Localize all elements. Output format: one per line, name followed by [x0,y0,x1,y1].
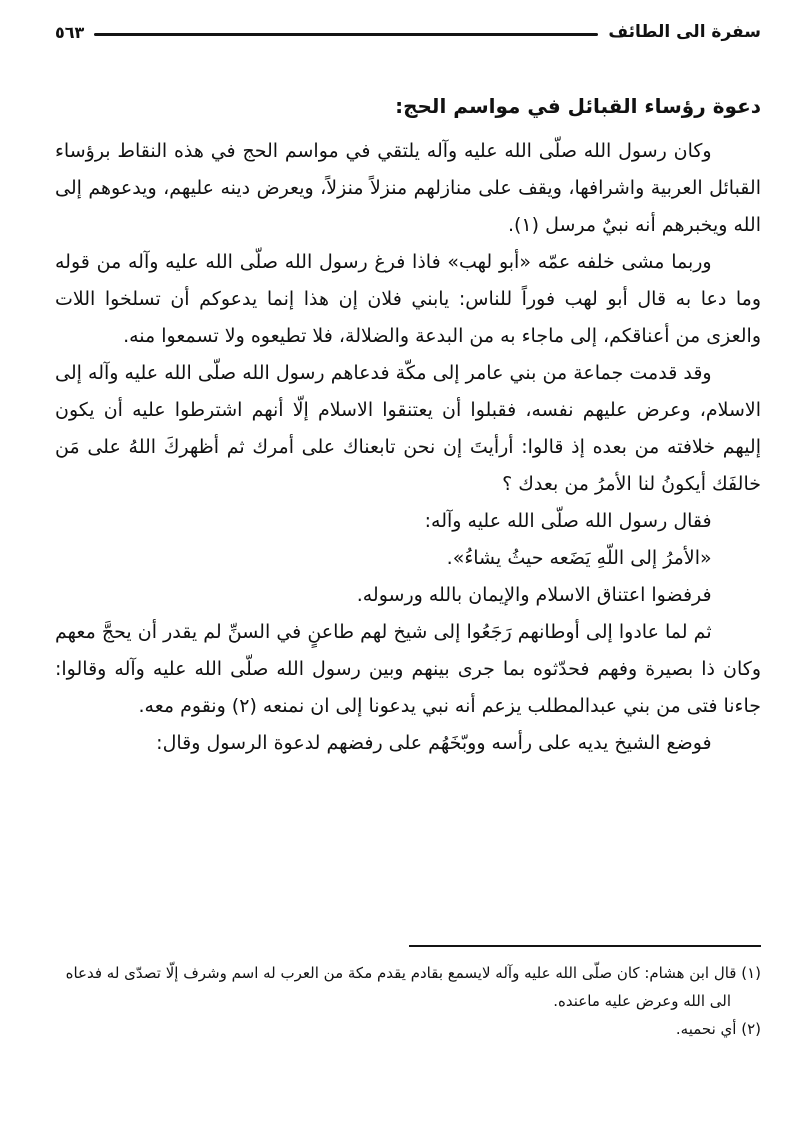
footnote-separator [409,945,761,947]
paragraph: وقد قدمت جماعة من بني عامر إلى مكّة فدعاهم رسول الله صلّى الله عليه وآله إلى الاسلام، وعرض عليهم نفسه، فقبلوا أن يعتنقوا الاسلام إلّا أنهم اشترطوا عليه أن يكون إليهم خلافته من بعده إذ قالوا: أرأيتَ إن نحن تابعناك على أمرك ثم أظهركَ اللهُ على مَن خالفَك أيكونُ لنا الأمرُ من بعدك ؟ [55,362,761,495]
footnote-1: (١) قال ابن هشام: كان صلّى الله عليه وآله لايسمع بقادم يقدم مكة من العرب له اسم وشرف إلّا تصدّى له فدعاه الى الله وعرض عليه ماعنده. [65,964,761,1010]
paragraph: فقال رسول الله صلّى الله عليه وآله: [424,510,712,532]
section-title: دعوة رؤساء القبائل في مواسم الحج: [395,94,761,118]
paragraph: فوضع الشيخ يديه على رأسه ووبّخَهُم على رفضهم لدعوة الرسول وقال: [156,732,712,754]
paragraph: ثم لما عادوا إلى أوطانهم رَجَعُوا إلى شيخ لهم طاعنٍ في السنِّ لم يقدر أن يحجَّ معهم وكان ذا بصيرة وفهم فحدّثوه بما جرى بينهم وبين رسول الله صلّى الله عليه وآله وقالوا: جاءنا فتى من بني عبدالمطلب يزعم أنه نبي يدعونا إلى ان نمنعه (٢) ونقوم معه. [55,621,761,717]
paragraph: وربما مشى خلفه عمّه «أبو لهب» فاذا فرغ رسول الله صلّى الله عليه وآله من قوله وما دعا به قال أبو لهب فوراً للناس: يابني فلان إن هذا إنما يدعوكم أن تسلخوا اللات والعزى من أعناقكم، إلى ماجاء به من البدعة والضلالة، فلا تطيعوه ولا تسمعوا منه. [55,251,761,347]
paragraph: وكان رسول الله صلّى الله عليه وآله يلتقي في مواسم الحج في هذه النقاط برؤساء القبائل العربية واشرافها، ويقف على منازلهم منزلاً منزلاً، ويعرض دينه عليهم، ويدعوهم إلى الله ويخبرهم أنه نبيٌ مرسل (١). [55,140,761,236]
footnote-2: (٢) أي نحميه. [675,1020,761,1038]
page-header [55,22,761,42]
page-number: ٥٦٣ [55,22,85,42]
chapter-title: سفرة الى الطائف [608,22,761,42]
header-rule [94,33,598,36]
footnotes-section [55,945,761,1147]
hadith-quote: «الأمرُ إلى اللّهِ يَضَعه حيثُ يشاءُ». [446,547,712,569]
paragraph: فرفضوا اعتناق الاسلام والإيمان بالله ورسوله. [356,584,712,606]
page-body [55,88,761,762]
